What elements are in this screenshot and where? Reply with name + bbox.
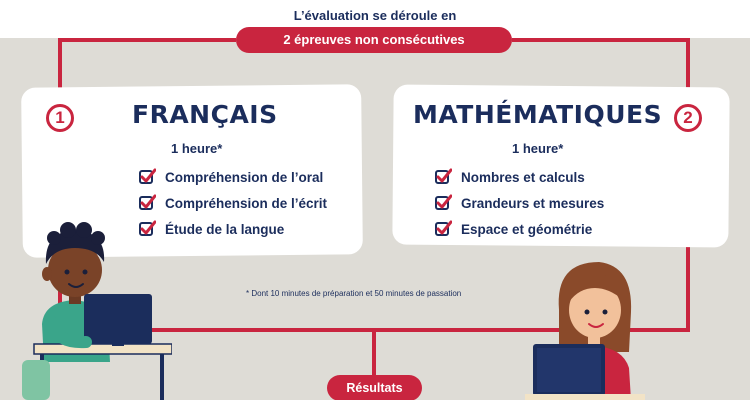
epreuves-pill: 2 épreuves non consécutives (236, 27, 512, 53)
list-item-label: Compréhension de l’oral (165, 169, 324, 185)
results-pill: Résultats (327, 375, 422, 400)
checkbox-check-icon (434, 220, 452, 238)
list-item (434, 164, 604, 190)
list-item (138, 164, 327, 190)
girl-at-computer-illustration (525, 256, 645, 400)
intro-text: L’évaluation se déroule en (293, 8, 457, 23)
step-1-badge: 1 (46, 104, 74, 132)
maths-title: MATHÉMATIQUES (413, 100, 663, 129)
list-item-label: Grandeurs et mesures (461, 195, 605, 211)
list-item-label: Espace et géométrie (461, 221, 593, 237)
list-item-label: Nombres et calculs (461, 169, 585, 185)
maths-list (434, 164, 604, 242)
checkbox-check-icon (138, 194, 156, 212)
checkbox-check-icon (434, 168, 452, 186)
checkbox-check-icon (138, 168, 156, 186)
list-item-label: Compréhension de l’écrit (165, 195, 328, 211)
list-item-label: Étude de la langue (165, 221, 285, 237)
maths-duration: 1 heure* (512, 141, 564, 156)
francais-title: FRANÇAIS (132, 100, 278, 129)
francais-duration: 1 heure* (171, 141, 223, 156)
checkbox-check-icon (434, 194, 452, 212)
boy-at-computer-illustration (22, 212, 172, 400)
list-item (434, 190, 604, 216)
list-item (434, 216, 604, 242)
step-2-badge: 2 (674, 104, 702, 132)
footnote: * Dont 10 minutes de préparation et 50 minutes de passation (246, 289, 462, 298)
